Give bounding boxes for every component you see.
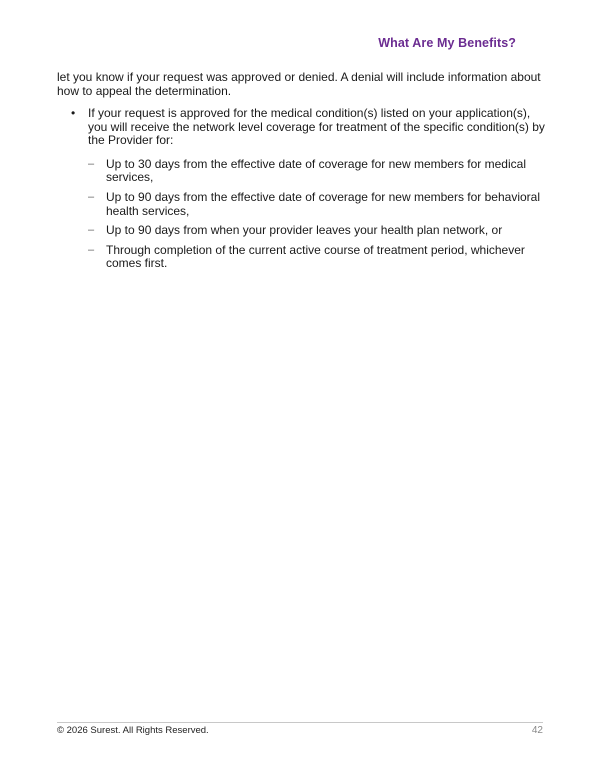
page-header-title: What Are My Benefits?	[378, 36, 516, 50]
dash-icon: –	[88, 190, 95, 203]
sub-list	[88, 158, 549, 271]
sub-item-text: Through completion of the current active course of treatment period, whichever comes first.	[106, 242, 525, 271]
sub-item-text: Up to 90 days from when your provider leaves your health plan network, or	[106, 223, 503, 238]
bullet-item	[57, 107, 549, 271]
sub-item-text: Up to 90 days from the effective date of coverage for new members for behavioral health services,	[106, 189, 541, 218]
sub-list-item	[88, 158, 549, 185]
dash-icon: –	[88, 224, 95, 237]
sub-list-item	[88, 191, 549, 218]
sub-list-item	[88, 244, 549, 271]
footer-divider	[57, 722, 543, 723]
footer-copyright: © 2026 Surest. All Rights Reserved.	[57, 725, 209, 736]
bullet-text: If your request is approved for the medical condition(s) listed on your application(s), you will receive the network level coverage for treatment of the specific condition(s) by the Provider for:	[88, 106, 545, 148]
dash-icon: –	[88, 157, 95, 170]
sub-item-text: Up to 30 days from the effective date of coverage for new members for medical services,	[106, 156, 526, 185]
page-number: 42	[531, 725, 543, 736]
bullet-list	[57, 107, 549, 277]
sub-list-item	[88, 224, 549, 238]
dash-icon: –	[88, 243, 95, 256]
bullet-icon: •	[71, 106, 76, 120]
intro-paragraph: let you know if your request was approved or denied. A denial will include information about how to appeal the determination.	[57, 70, 541, 98]
